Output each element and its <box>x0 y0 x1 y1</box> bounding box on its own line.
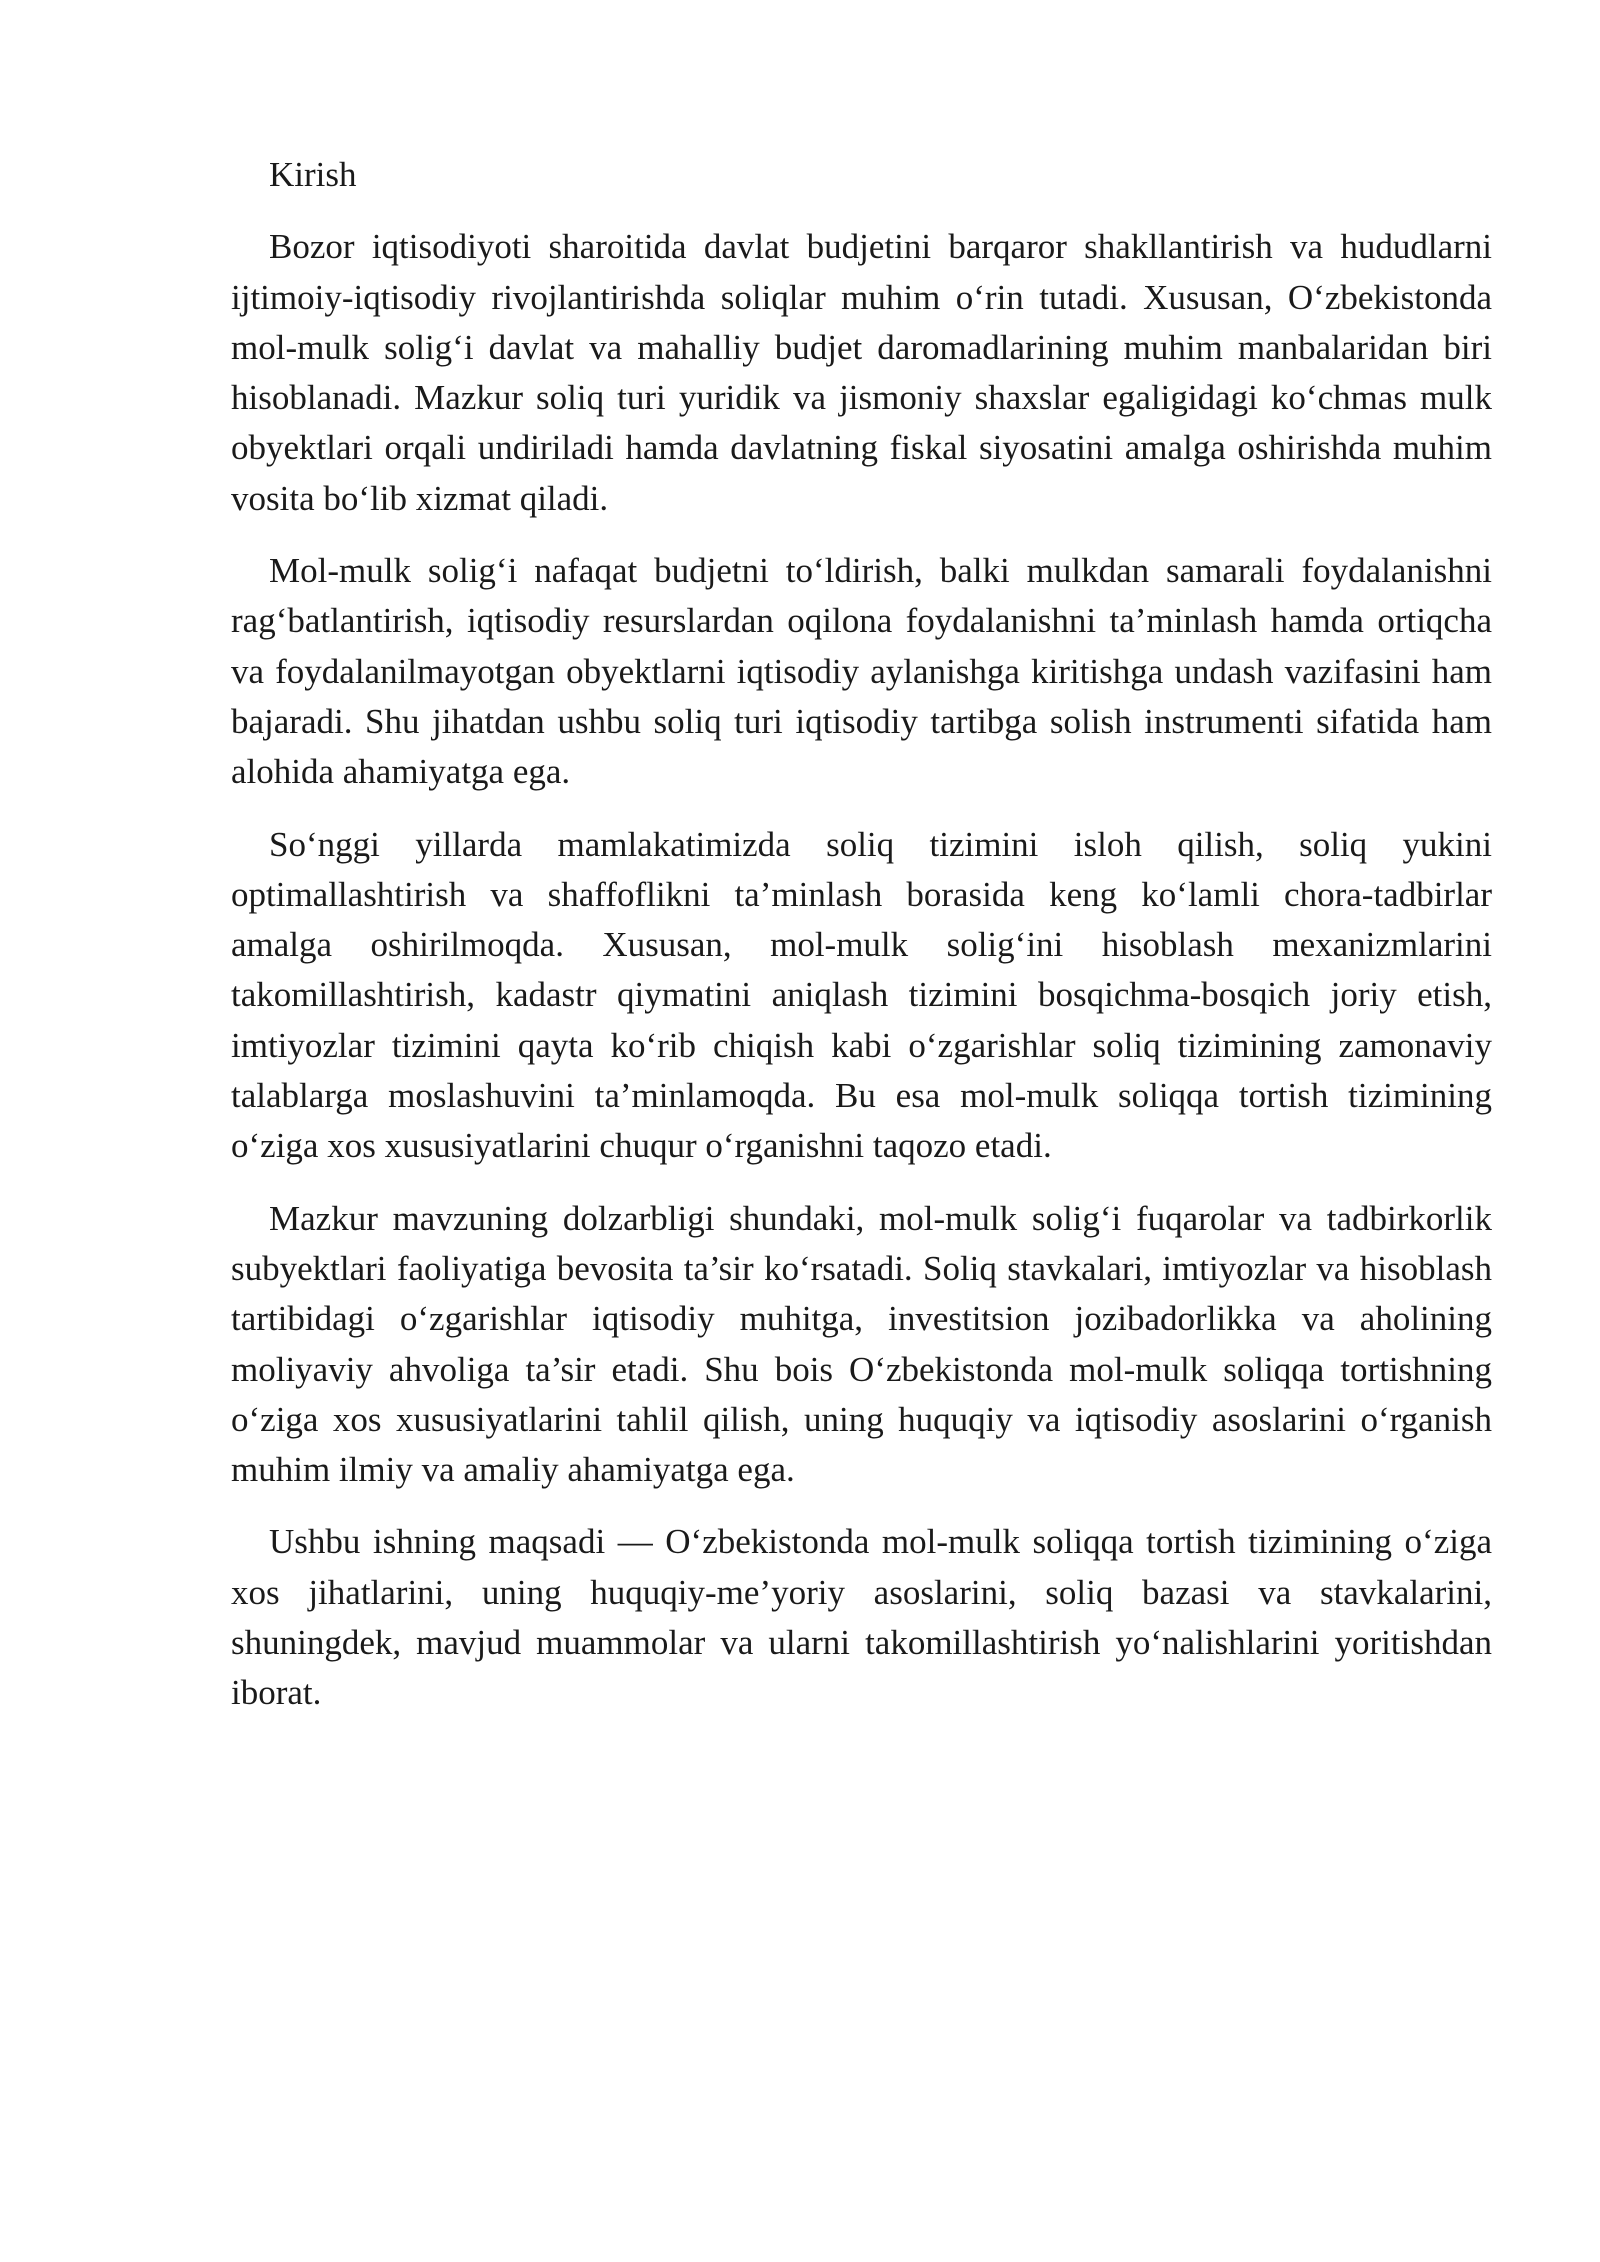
paragraph-1: Bozor iqtisodiyoti sharoitida davlat budjetini barqaror shakllantirish va hududlarni ijtimoiy-iqtisodiy rivojlantirishda soliqlar muhim o‘rin tutadi. Xususan, O‘zbekistonda mol-mulk solig‘i davlat va mahalliy budjet daromadlarining muhim manbalaridan biri hisoblanadi. Mazkur soliq turi yuridik va jismoniy shaxslar egaligidagi ko‘chmas mulk obyektlari orqali undiriladi hamda davlatning fiskal siyosatini amalga oshirishda muhim vosita bo‘lib xizmat qiladi. <box>231 227 1492 518</box>
paragraph-3: So‘nggi yillarda mamlakatimizda soliq tizimini isloh qilish, soliq yukini optimallashtirish va shaffoflikni ta’minlash borasida keng ko‘lamli chora-tadbirlar amalga oshirilmoqda. Xususan, mol-mulk solig‘ini hisoblash mexanizmlarini takomillashtirish, kadastr qiymatini aniqlash tizimini bosqichma-bosqich joriy etish, imtiyozlar tizimini qayta ko‘rib chiqish kabi o‘zgarishlar soliq tizimining zamonaviy talablarga moslashuvini ta’minlamoqda. Bu esa mol-mulk soliqqa tortish tizimining o‘ziga xos xususiyatlarini chuqur o‘rganishni taqozo etadi. <box>231 824 1492 1166</box>
paragraph-5: Ushbu ishning maqsadi — O‘zbekistonda mol-mulk soliqqa tortish tizimining o‘ziga xos jihatlarini, uning huquqiy-me’yoriy asoslarini, soliq bazasi va stavkalarini, shuningdek, mavjud muammolar va ularni takomillashtirish yo‘nalishlarini yoritishdan iborat. <box>231 1522 1492 1713</box>
paragraph-2: Mol-mulk solig‘i nafaqat budjetni to‘ldirish, balki mulkdan samarali foydalanishni rag‘batlantirish, iqtisodiy resurslardan oqilona foydalanishni ta’minlash hamda ortiqcha va foydalanilmayotgan obyektlarni iqtisodiy aylanishga kiritishga undash vazifasini ham bajaradi. Shu jihatdan ushbu soliq turi iqtisodiy tartibga solish instrumenti sifatida ham alohida ahamiyatga ega. <box>231 551 1492 792</box>
section-heading: Kirish <box>269 155 357 194</box>
document-page <box>231 150 1492 1741</box>
paragraph-4: Mazkur mavzuning dolzarbligi shundaki, mol-mulk solig‘i fuqarolar va tadbirkorlik subyektlari faoliyatiga bevosita ta’sir ko‘rsatadi. Soliq stavkalari, imtiyozlar va hisoblash tartibidagi o‘zgarishlar iqtisodiy muhitga, investitsion jozibadorlikka va aholining moliyaviy ahvoliga ta’sir etadi. Shu bois O‘zbekistonda mol-mulk soliqqa tortishning o‘ziga xos xususiyatlarini tahlil qilish, uning huquqiy va iqtisodiy asoslarini o‘rganish muhim ilmiy va amaliy ahamiyatga ega. <box>231 1198 1492 1490</box>
